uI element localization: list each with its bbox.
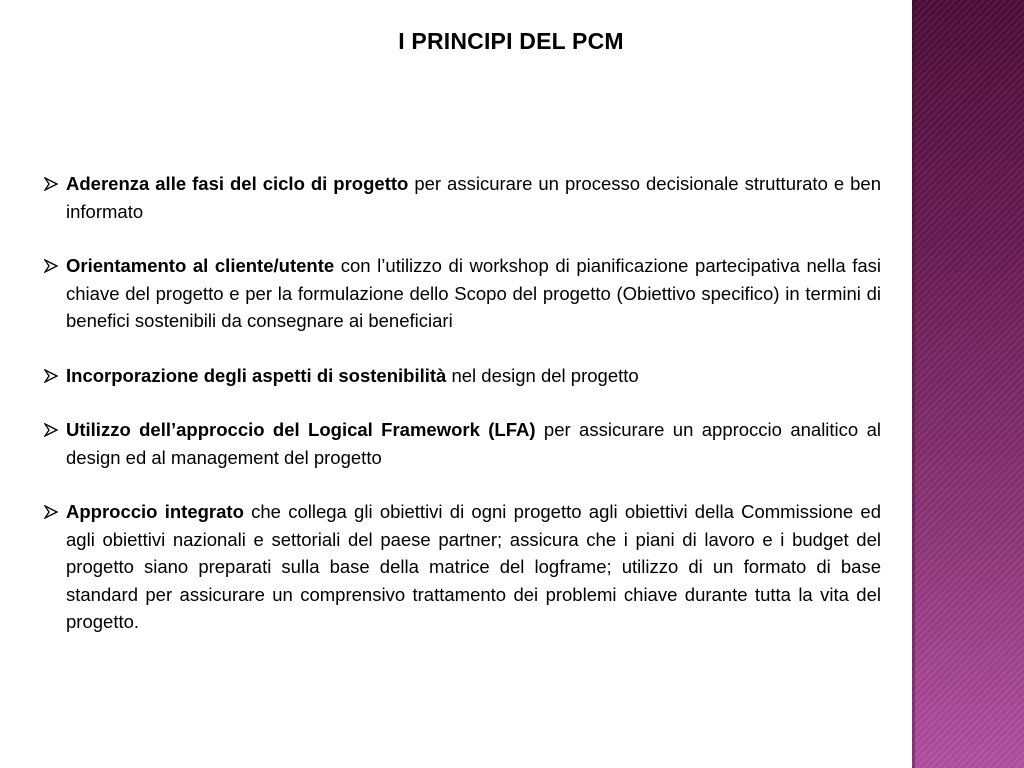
decorative-side-bar (912, 0, 1024, 768)
list-item-bold: Utilizzo dell’approccio del Logical Framework (LFA) (66, 419, 536, 440)
list-item-text (66, 173, 881, 222)
list-item-bold: Approccio integrato (66, 501, 244, 522)
arrow-bullet-icon (44, 498, 62, 525)
arrow-bullet-icon (44, 416, 62, 443)
list-item-bold: Orientamento al cliente/utente (66, 255, 335, 276)
list-item (44, 498, 881, 636)
list-item-rest: nel design del progetto (446, 364, 639, 386)
list-item (44, 362, 881, 390)
arrow-bullet-icon (44, 170, 62, 197)
list-item-rest: per assicurare un processo decisionale strutturato e ben informato (66, 173, 882, 222)
list-item-bold: Incorporazione degli aspetti di sostenibilità (66, 364, 447, 386)
list-item (44, 252, 881, 335)
list-item-rest: con l’utilizzo di workshop di pianificazione partecipativa nella fasi chiave del progetto e per la formulazione dello Scopo del progetto (Obiettivo specifico) in termini di benefici sostenibili da consegnare ai beneficiari (66, 255, 881, 331)
list-item-text (66, 255, 881, 331)
slide-title: I PRINCIPI DEL PCM (398, 28, 624, 54)
list-item-text (66, 501, 881, 632)
side-bar-edge (912, 0, 915, 768)
arrow-bullet-icon (44, 362, 62, 389)
arrow-bullet-icon (44, 252, 62, 279)
principles-list (44, 170, 881, 663)
list-item-bold: Aderenza alle fasi del ciclo di progetto (66, 173, 409, 194)
list-item-text (66, 419, 881, 468)
list-item-rest: per assicurare un approccio analitico al design ed al management del progetto (66, 419, 881, 468)
list-item-text (66, 365, 639, 386)
list-item-rest: che collega gli obiettivi di ogni progetto agli obiettivi della Commissione ed agli obiettivi nazionali e settoriali del paese partner; assicura che i piani di lavoro e i budget del progetto siano preparati sulla base della matrice del logframe; utilizzo di un formato di base standard per assicurare un comprensivo trattamento dei problemi chiave durante tutta la vita del progetto. (66, 501, 882, 632)
list-item (44, 416, 881, 471)
list-item (44, 170, 881, 225)
